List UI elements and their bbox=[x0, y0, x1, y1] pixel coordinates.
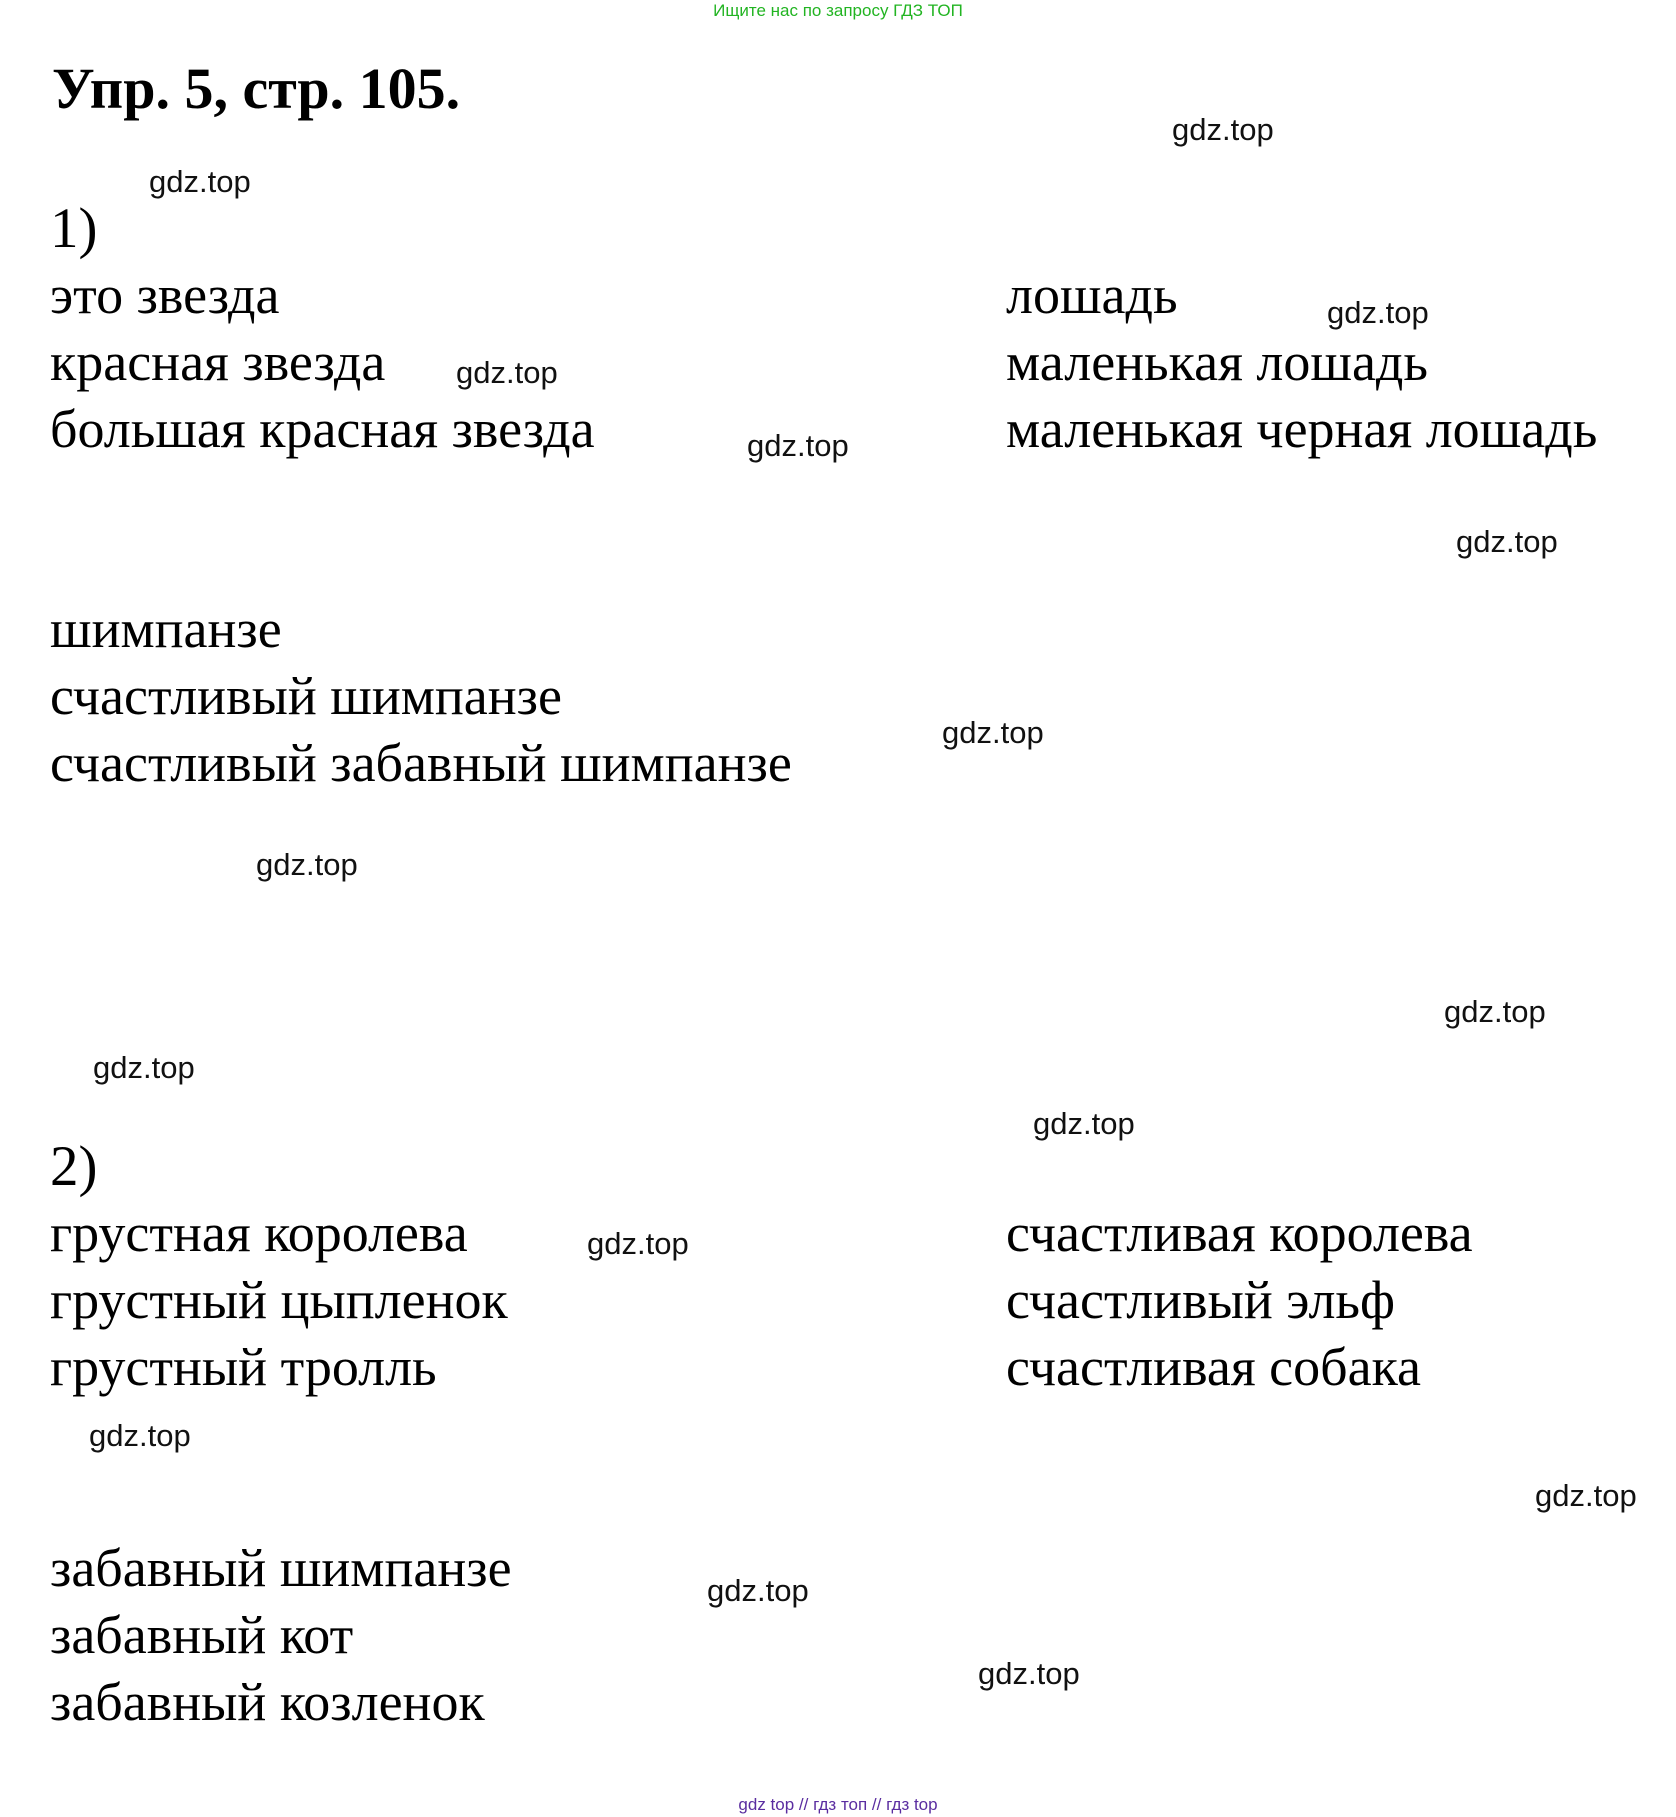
s1-right-top-line-1: лошадь bbox=[1006, 265, 1178, 325]
s1-left-bottom-line-2: счастливый шимпанзе bbox=[50, 666, 562, 726]
s2-left-top-line-1: грустная королева bbox=[50, 1203, 468, 1263]
watermark: gdz.top bbox=[747, 428, 849, 463]
watermark: gdz.top bbox=[587, 1226, 689, 1261]
watermark: gdz.top bbox=[93, 1050, 195, 1085]
s2-right-top-line-1: счастливая королева bbox=[1006, 1203, 1473, 1263]
watermark: gdz.top bbox=[256, 847, 358, 882]
s1-left-bottom-line-3: счастливый забавный шимпанзе bbox=[50, 733, 792, 793]
watermark: gdz.top bbox=[942, 715, 1044, 750]
s2-left-bottom-line-1: забавный шимпанзе bbox=[50, 1538, 512, 1598]
s2-left-bottom-line-2: забавный кот bbox=[50, 1605, 354, 1665]
s1-left-bottom-line-1: шимпанзе bbox=[50, 599, 282, 659]
top-banner: Ищите нас по запросу ГДЗ ТОП bbox=[713, 1, 963, 20]
watermark: gdz.top bbox=[1033, 1106, 1135, 1141]
watermark: gdz.top bbox=[1456, 524, 1558, 559]
s1-right-top-line-2: маленькая лошадь bbox=[1006, 332, 1429, 392]
section-2-number: 2) bbox=[50, 1135, 98, 1198]
s1-left-top-line-2: красная звезда bbox=[50, 332, 386, 392]
page-title: Упр. 5, стр. 105. bbox=[52, 56, 461, 121]
watermark: gdz.top bbox=[1535, 1478, 1637, 1513]
watermark: gdz.top bbox=[456, 355, 558, 390]
s1-left-top-line-3: большая красная звезда bbox=[50, 399, 595, 459]
s2-left-top-line-3: грустный тролль bbox=[50, 1337, 437, 1397]
s2-left-top-line-2: грустный цыпленок bbox=[50, 1270, 508, 1330]
watermark: gdz.top bbox=[89, 1418, 191, 1453]
watermark: gdz.top bbox=[707, 1573, 809, 1608]
s2-right-top-line-2: счастливый эльф bbox=[1006, 1270, 1396, 1330]
s1-right-top-line-3: маленькая черная лошадь bbox=[1006, 399, 1598, 459]
watermark: gdz.top bbox=[1172, 112, 1274, 147]
watermark: gdz.top bbox=[1444, 994, 1546, 1029]
s2-right-top-line-3: счастливая собака bbox=[1006, 1337, 1421, 1397]
watermark: gdz.top bbox=[1327, 295, 1429, 330]
watermark: gdz.top bbox=[978, 1656, 1080, 1691]
s2-left-bottom-line-3: забавный козленок bbox=[50, 1672, 485, 1732]
watermark: gdz.top bbox=[149, 164, 251, 199]
section-1-number: 1) bbox=[50, 197, 98, 260]
footer: gdz top // гдз топ // гдз top bbox=[738, 1795, 938, 1814]
s1-left-top-line-1: это звезда bbox=[50, 265, 280, 325]
